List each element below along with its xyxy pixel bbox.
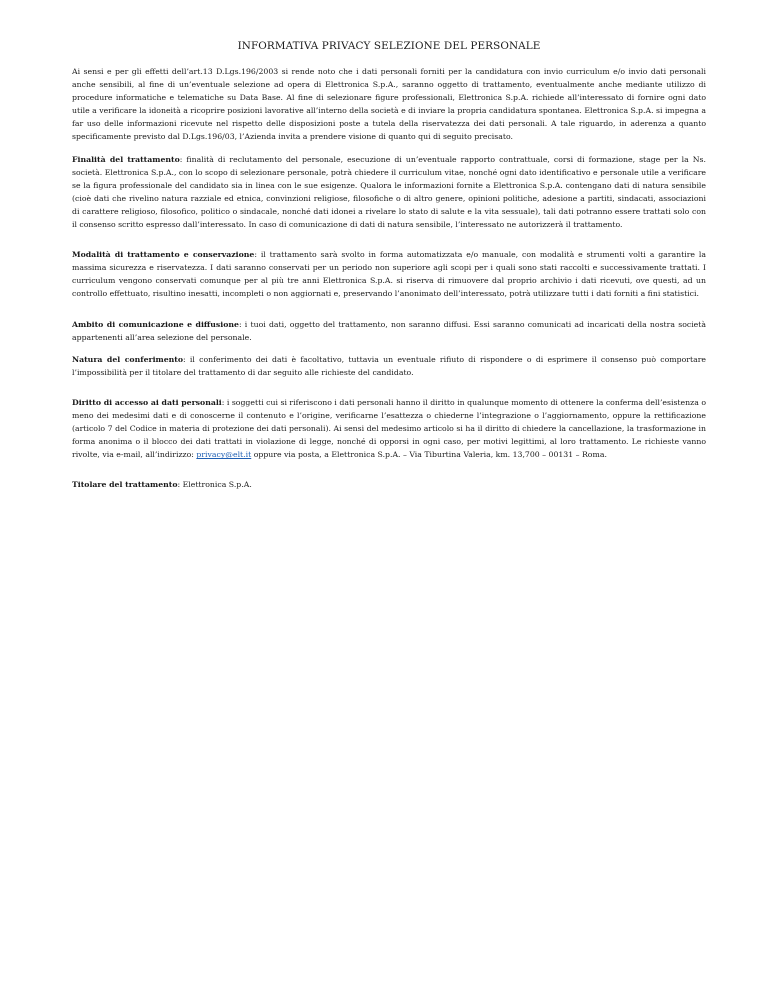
- section-titolare-text: : Elettronica S.p.A.: [177, 480, 252, 490]
- section-ambito-text: : i tuoi dati, oggetto del trattamento, non saranno diffusi. Essi saranno comunicati ad incaricati della nostra società appartenenti all’area selezione del personale.: [72, 319, 706, 342]
- section-natura: [72, 353, 706, 379]
- section-modalita: [72, 248, 706, 300]
- intro-paragraph: Ai sensi e per gli effetti dell’art.13 D.Lgs.196/2003 si rende noto che i dati personali forniti per la candidatura con invio curriculum e/o invio dati personali anche sensibili, al fine di un’eventuale selezione ad opera di Elettronica S.p.A., saranno oggetto di trattamento, eventualmente anche mediante utilizzo di procedure informatiche e telematiche su Data Base. Al fine di selezionare figure professionali, Elettronica S.p.A. richiede all’interessato di fornire ogni dato utile a verificare la idoneità a ricoprire posizioni lavorative all’interno della società e di inviare la propria candidatura spontanea. Elettronica S.p.A. si impegna a far uso delle informazioni ricevute nel rispetto delle disposizioni poste a tutela della riservatezza dei dati personali. A tale riguardo, in aderenza a quanto specificamente previsto dal D.Lgs.196/03, l’Azienda invita a prendere visione di quanto qui di seguito precisato.: [72, 67, 706, 142]
- privacy-email-link[interactable]: privacy@elt.it: [196, 450, 252, 460]
- section-finalita-heading: Finalità del trattamento: [72, 154, 180, 164]
- section-ambito-heading: Ambito di comunicazione e diffusione: [72, 319, 239, 329]
- section-finalita-text: : finalità di reclutamento del personale, esecuzione di un’eventuale rapporto contrattuale, corsi di formazione, stage per la Ns. società. Elettronica S.p.A., con lo scopo di selezionare personale, potrà chiedere il curriculum vitae, nonché ogni dato identificativo e personale utile a verificare se la figura professionale del candidato sia in linea con le sue esigenze. Qualora le informazioni fornite a Elettronica S.p.A. contengano dati di natura sensibile (cioè dati che rivelino natura razziale ed etnica, convinzioni religiose, filosofiche o di altro genere, opinioni politiche, adesione a partiti, sindacati, associazioni di carattere religioso, filosofico, politico o sindacale, nonché dati idonei a rivelare lo stato di salute e la vita sessuale), tali dati potranno essere trattati solo con il consenso scritto espresso dall’interessato. In caso di comunicazione di dati di natura sensibile, l’interessato ne autorizzerà il trattamento.: [72, 154, 706, 230]
- section-natura-heading: Natura del conferimento: [72, 354, 184, 364]
- section-diritto-text-after: oppure via posta, a Elettronica S.p.A. – Via Tiburtina Valeria, km. 13,700 – 00131 – Roma.: [251, 450, 607, 460]
- section-diritto-heading: Diritto di accesso ai dati personali: [72, 397, 222, 407]
- section-titolare-heading: Titolare del trattamento: [72, 480, 178, 490]
- section-modalita-text: : il trattamento sarà svolto in forma automatizzata e/o manuale, con modalità e strumenti volti a garantire la massima sicurezza e riservatezza. I dati saranno conservati per un periodo non superiore agli scopi per i quali sono stati raccolti e successivamente trattati. I curriculum vengono conservati comunque per al più tre anni Elettronica S.p.A. si riserva di rimuovere dal proprio archivio i dati ricevuti, ove questi, ad un controllo effettuato, risultino inesatti, incompleti o non aggiornati e, preservando l’anonimato dell’interessato, potrà utilizzare tutti i dati forniti a fini statistici.: [72, 250, 706, 299]
- section-ambito: [72, 318, 706, 344]
- section-modalita-heading: Modalità di trattamento e conservazione: [72, 250, 255, 260]
- section-diritto-text-before: : i soggetti cui si riferiscono i dati personali hanno il diritto in qualunque momento di ottenere la conferma dell’esistenza o meno dei medesimi dati e di conoscerne il contenuto e l’origine, verificarne l’esattezza o chiederne l’integrazione o l’aggiornamento, oppure la rettificazione (articolo 7 del Codice in materia di protezione dei dati personali). Ai sensi del medesimo articolo si ha il diritto di chiedere la cancellazione, la trasformazione in forma anonima o il blocco dei dati trattati in violazione di legge, nonché di opporsi in ogni caso, per motivi legittimi, al loro trattamento. Le richieste vanno rivolte, via e-mail, all’indirizzo:: [72, 397, 706, 460]
- section-finalita: [72, 153, 706, 232]
- section-natura-text: : il conferimento dei dati è facoltativo, tuttavia un eventuale rifiuto di rispondere o di esprimere il consenso può comportare l’impossibilità per il titolare del trattamento di dar seguito alle richieste del candidato.: [72, 354, 706, 377]
- section-diritto: [72, 396, 706, 461]
- section-titolare: [72, 478, 706, 491]
- page-title: INFORMATIVA PRIVACY SELEZIONE DEL PERSONALE: [237, 40, 541, 52]
